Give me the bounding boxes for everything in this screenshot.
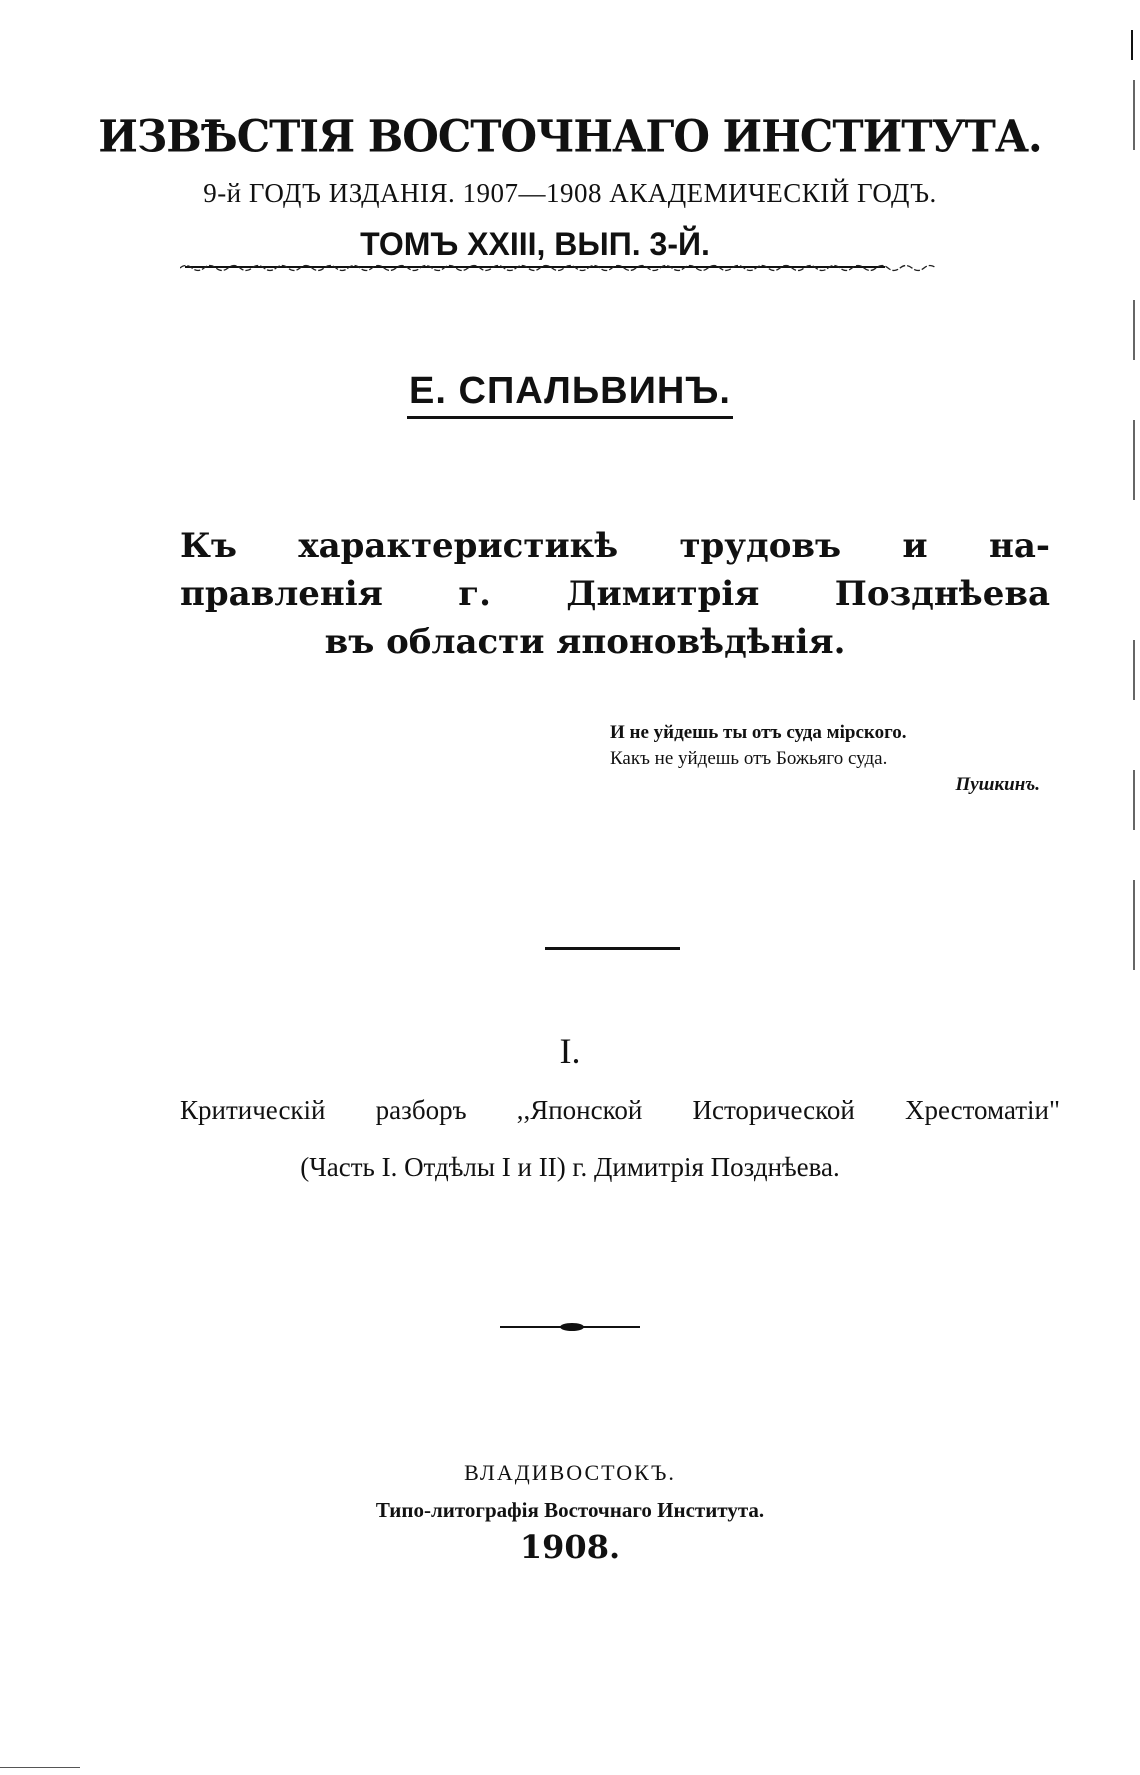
title-word: на- xyxy=(988,526,1050,566)
title-word: Димитрія xyxy=(566,574,760,614)
title-word: г. xyxy=(458,574,491,614)
imprint-city: ВЛАДИВОСТОКЪ. xyxy=(464,1460,676,1485)
section-subtitle-line-1: Критическій разборъ ,,Японской Исторической Хрестоматіи" xyxy=(180,1095,1060,1125)
title-word: трудовъ xyxy=(679,526,842,566)
wavy-rule xyxy=(180,262,940,276)
author-name: Е. СПАЛЬВИНЪ. xyxy=(407,370,733,419)
section-subtitle-line-2: (Часть I. Отдѣлы I и II) г. Димитрія Позднѣева. xyxy=(300,1152,840,1182)
ornamental-divider xyxy=(500,1320,640,1334)
title-line-1 xyxy=(180,522,1050,570)
title-word: Къ xyxy=(180,526,238,566)
edge-line xyxy=(0,1767,80,1768)
title-word: и xyxy=(902,526,928,566)
publication-year-line: 9-й ГОДЪ ИЗДАНІЯ. 1907—1908 АКАДЕМИЧЕСКІЙ ГОДЪ. xyxy=(203,178,937,208)
section-divider xyxy=(545,947,680,950)
work-title xyxy=(180,522,1050,666)
epigraph-signature: Пушкинъ. xyxy=(955,774,1040,795)
author-block xyxy=(0,370,1140,419)
title-line-2 xyxy=(180,570,1050,618)
title-word: Позднѣева xyxy=(834,574,1050,614)
imprint-press: Типо-литографія Восточнаго Института. xyxy=(375,1498,765,1522)
section-number: I. xyxy=(559,1031,581,1071)
page-edge-marks xyxy=(1128,0,1140,1000)
title-line-3: въ области японовѣдѣнія. xyxy=(324,622,846,662)
epigraph xyxy=(610,720,1060,798)
title-word: правленія xyxy=(180,574,383,614)
title-word: характеристикѣ xyxy=(298,526,619,566)
epigraph-line-2: Какъ не уйдешь отъ Божьяго суда. xyxy=(610,748,888,769)
epigraph-line-1: И не уйдешь ты отъ суда мірского. xyxy=(610,722,907,743)
journal-title: ИЗВѢСТІЯ ВОСТОЧНАГО ИНСТИТУТА. xyxy=(98,110,1042,163)
volume-number: ТОМЪ XXIII, ВЫП. 3-Й. xyxy=(185,222,885,268)
imprint-year: 1908. xyxy=(519,1528,621,1566)
